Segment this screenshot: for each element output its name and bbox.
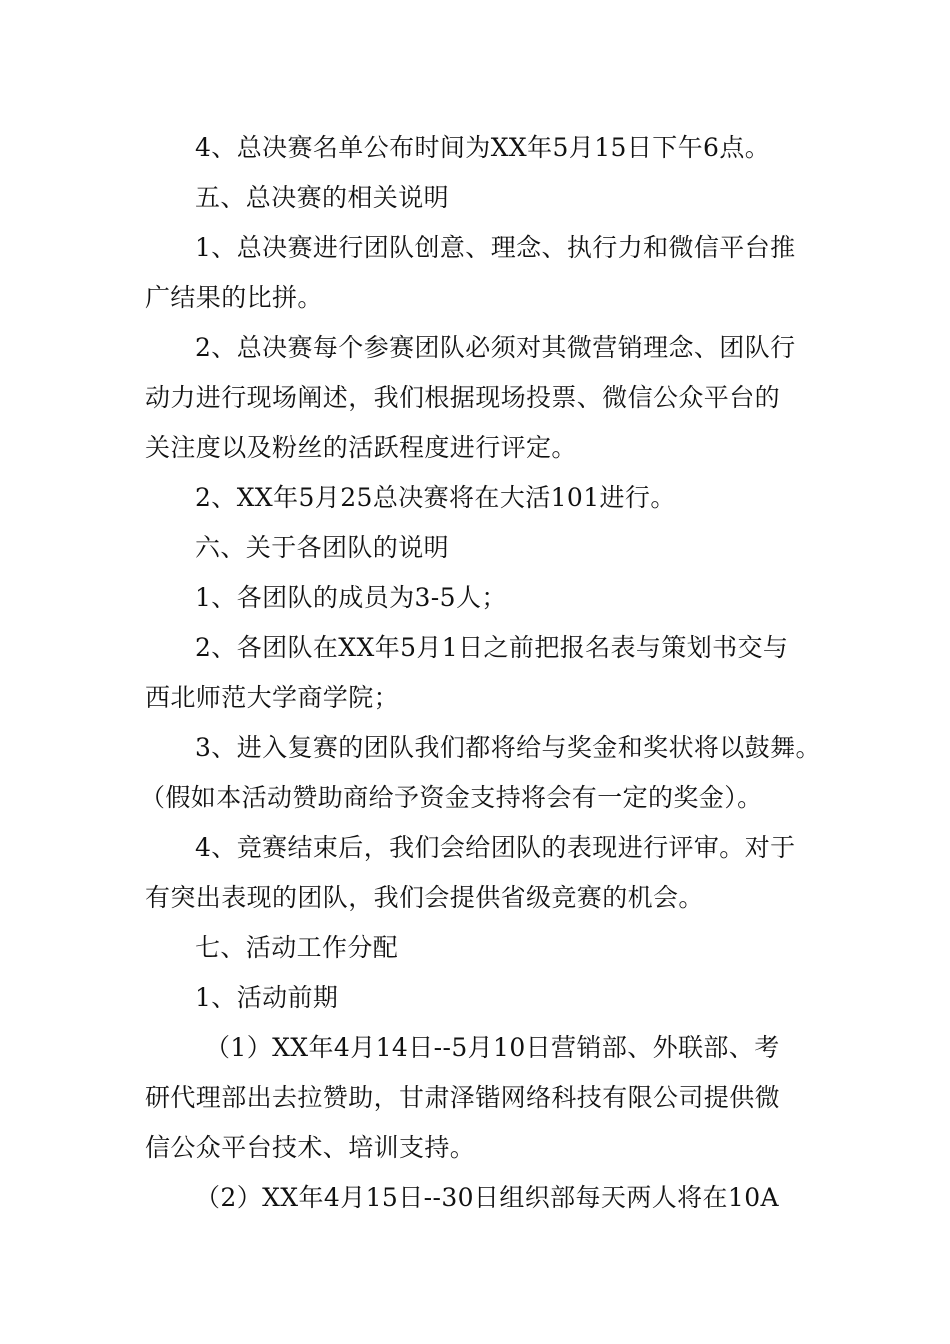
paragraph-line: 西北师范大学商学院；	[145, 683, 400, 712]
paragraph-line: 2、XX年5月25总决赛将在大活101进行。	[195, 483, 676, 512]
subsection-heading: 1、活动前期	[195, 983, 339, 1012]
paragraph-line: 有突出表现的团队，我们会提供省级竞赛的机会。	[145, 883, 704, 912]
paragraph-line: 动力进行现场阐述，我们根据现场投票、微信公众平台的	[145, 383, 781, 412]
paragraph-line: 1、总决赛进行团队创意、理念、执行力和微信平台推	[195, 233, 796, 262]
section-heading: 六、关于各团队的说明	[195, 533, 450, 562]
paragraph-line: （1）XX年4月14日--5月10日营销部、外联部、考	[205, 1033, 780, 1062]
section-heading: 七、活动工作分配	[195, 933, 399, 962]
section-heading: 五、总决赛的相关说明	[195, 183, 450, 212]
paragraph-line: 信公众平台技术、培训支持。	[145, 1133, 476, 1162]
paragraph-line: 4、竞赛结束后，我们会给团队的表现进行评审。对于	[195, 833, 796, 862]
paragraph-line: 1、各团队的成员为3-5人；	[195, 583, 507, 612]
paragraph-line: 研代理部出去拉赞助，甘肃泽锴网络科技有限公司提供微	[145, 1083, 781, 1112]
paragraph-line: 2、总决赛每个参赛团队必须对其微营销理念、团队行	[195, 333, 796, 362]
paragraph-line: 3、进入复赛的团队我们都将给与奖金和奖状将以鼓舞。	[195, 733, 821, 762]
paragraph-line: 关注度以及粉丝的活跃程度进行评定。	[145, 433, 577, 462]
paragraph-line: （2）XX年4月15日--30日组织部每天两人将在10A	[195, 1183, 779, 1212]
paragraph-line: 4、总决赛名单公布时间为XX年5月15日下午6点。	[195, 133, 771, 162]
paragraph-line: 2、各团队在XX年5月1日之前把报名表与策划书交与	[195, 633, 789, 662]
paragraph-line: （假如本活动赞助商给予资金支持将会有一定的奖金）。	[140, 783, 763, 812]
paragraph-line: 广结果的比拼。	[145, 283, 323, 312]
